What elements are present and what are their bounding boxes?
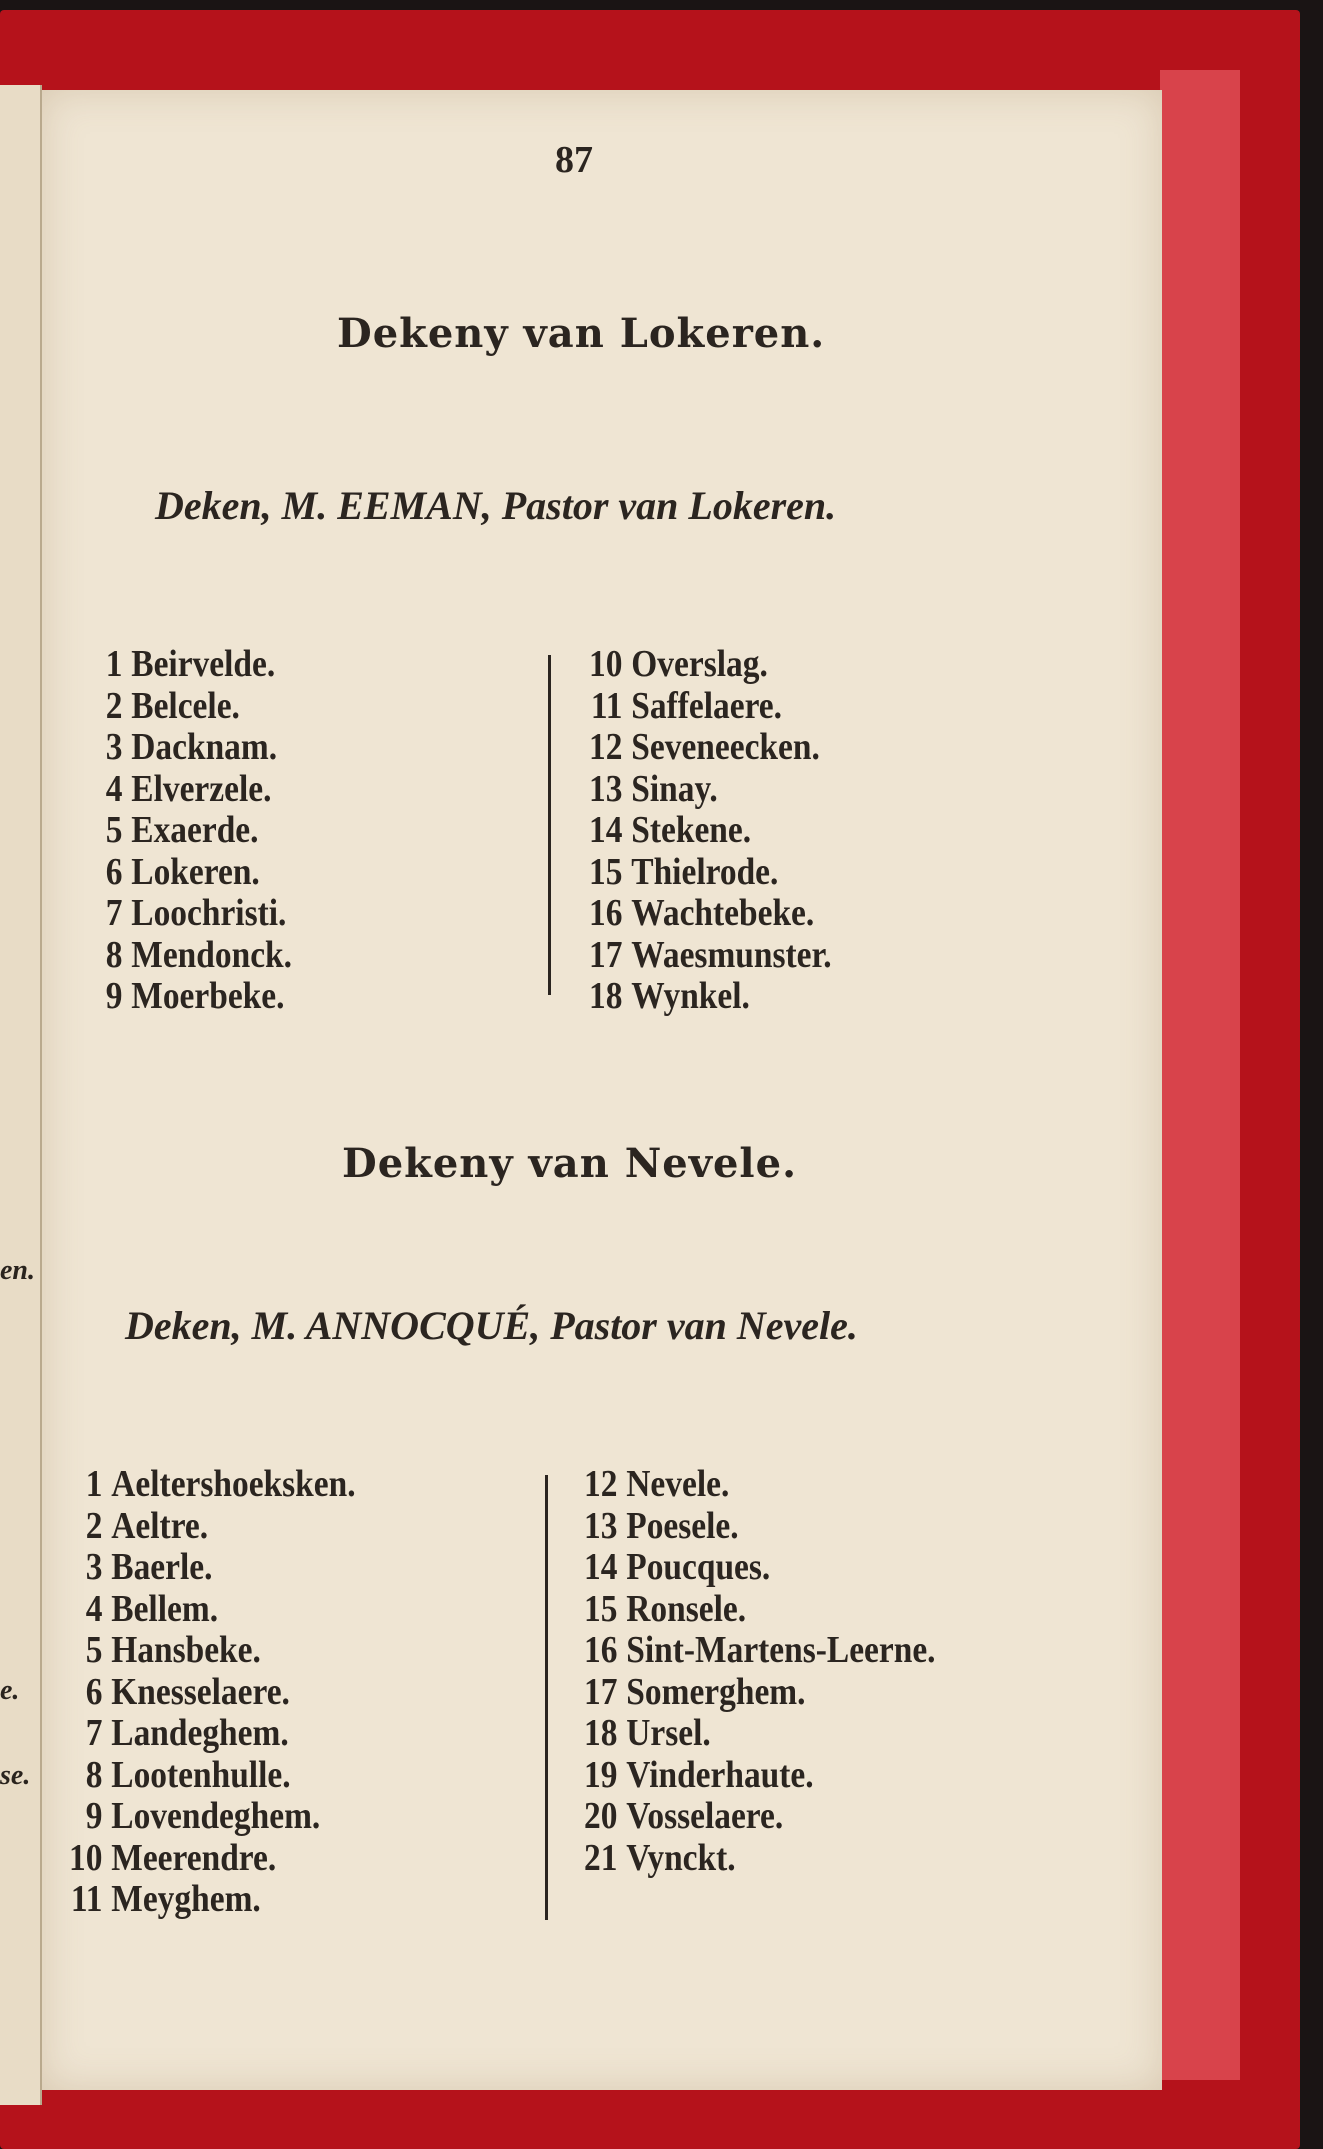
parish-number: 20	[584, 1795, 618, 1837]
parish-number: 13	[589, 767, 623, 810]
parish-list-item	[577, 1547, 936, 1589]
cover-edge	[1160, 70, 1240, 2080]
parish-number: 7	[85, 1712, 103, 1754]
parish-name: Waesmunster.	[631, 933, 832, 976]
parish-name: Aeltre.	[111, 1504, 209, 1547]
book-page	[42, 90, 1162, 2090]
parish-name: Dacknam.	[131, 726, 278, 768]
parish-name: Ronsele.	[626, 1587, 747, 1630]
parish-name: Landeghem.	[111, 1712, 289, 1754]
parish-list-item	[577, 1672, 936, 1714]
parish-number: 2	[85, 1504, 103, 1547]
parish-name: Vynckt.	[626, 1836, 736, 1879]
parish-name: Mendonck.	[131, 933, 293, 976]
parish-name: Exaerde.	[131, 809, 259, 851]
parish-number: 10	[69, 1836, 103, 1879]
previous-page-fragment: se.	[0, 1760, 31, 1791]
parish-name: Hansbeke.	[111, 1629, 261, 1671]
parish-name: Poucques.	[626, 1546, 771, 1588]
parish-number: 5	[105, 809, 123, 851]
previous-page-fragment: e.	[0, 1675, 20, 1706]
parish-list-item	[577, 1796, 936, 1838]
parish-name: Stekene.	[631, 809, 752, 851]
parish-name: Meyghem.	[111, 1878, 261, 1920]
parish-list-item	[62, 1506, 356, 1548]
parish-number: 19	[584, 1753, 618, 1796]
parish-number: 5	[85, 1629, 103, 1671]
parish-list-item	[62, 1589, 356, 1631]
parish-name: Meerendre.	[111, 1836, 277, 1879]
parish-list-item	[62, 1796, 356, 1838]
parish-number: 17	[589, 933, 623, 976]
parish-name: Sint-Martens-Leerne.	[626, 1629, 936, 1671]
parish-list-item	[62, 1464, 356, 1506]
parish-list-item	[82, 686, 292, 728]
parish-list-item	[62, 1630, 356, 1672]
parish-number: 15	[589, 850, 623, 893]
parish-list-item	[577, 1506, 936, 1548]
parish-list-item	[577, 1589, 936, 1631]
parish-list-item	[582, 727, 832, 769]
parish-number: 13	[584, 1504, 618, 1547]
section-heading-lokeren: Dekeny van Lokeren.	[337, 310, 826, 357]
parish-name: Sinay.	[631, 767, 718, 810]
parish-list-item	[62, 1547, 356, 1589]
parish-list-item	[582, 976, 832, 1018]
parish-number: 11	[70, 1878, 103, 1920]
list-lokeren-right	[582, 644, 866, 1018]
dean-line-nevele: Deken, M. ANNOCQUÉ, Pastor van Nevele.	[125, 1303, 858, 1348]
parish-list-item	[82, 644, 292, 686]
parish-list-item	[82, 769, 292, 811]
parish-number: 3	[85, 1546, 103, 1588]
list-lokeren-left	[82, 644, 321, 1018]
parish-name: Wachtebeke.	[631, 892, 815, 934]
previous-page-edge	[0, 85, 42, 2105]
parish-name: Seveneecken.	[631, 726, 820, 768]
parish-list-item	[62, 1672, 356, 1714]
column-divider	[548, 655, 551, 995]
parish-number: 7	[105, 892, 123, 934]
parish-name: Moerbeke.	[131, 975, 285, 1017]
parish-name: Somerghem.	[626, 1670, 806, 1713]
parish-list-item	[62, 1879, 356, 1921]
parish-number: 9	[105, 975, 123, 1017]
parish-number: 2	[105, 684, 123, 727]
parish-list-item	[577, 1464, 936, 1506]
parish-name: Poesele.	[626, 1504, 739, 1547]
parish-number: 9	[85, 1795, 103, 1837]
list-nevele-left	[62, 1464, 396, 1921]
previous-page-fragment: en.	[0, 1255, 35, 1286]
parish-number: 6	[105, 850, 123, 893]
parish-list-item	[82, 893, 292, 935]
parish-number: 3	[105, 726, 123, 768]
parish-name: Lovendeghem.	[111, 1795, 321, 1837]
parish-list-item	[577, 1630, 936, 1672]
parish-number: 16	[589, 892, 623, 934]
parish-number: 8	[105, 933, 123, 976]
parish-list-item	[577, 1755, 936, 1797]
parish-number: 14	[589, 809, 623, 851]
list-nevele-right	[577, 1464, 984, 1879]
parish-name: Nevele.	[626, 1463, 730, 1505]
parish-list-item	[62, 1713, 356, 1755]
parish-name: Beirvelde.	[131, 643, 276, 685]
parish-list-item	[82, 852, 292, 894]
column-divider	[545, 1475, 548, 1920]
parish-number: 4	[105, 767, 123, 810]
parish-name: Elverzele.	[131, 767, 272, 810]
parish-number: 11	[590, 684, 623, 727]
parish-number: 15	[584, 1587, 618, 1630]
parish-name: Lokeren.	[131, 850, 260, 893]
parish-name: Wynkel.	[631, 975, 750, 1017]
parish-name: Vosselaere.	[626, 1795, 784, 1837]
parish-number: 10	[589, 643, 623, 685]
parish-number: 18	[584, 1712, 618, 1754]
parish-number: 12	[589, 726, 623, 768]
parish-number: 12	[584, 1463, 618, 1505]
parish-list-item	[82, 810, 292, 852]
parish-list-item	[582, 810, 832, 852]
parish-number: 6	[85, 1670, 103, 1713]
parish-list-item	[582, 644, 832, 686]
page-number: 87	[555, 139, 593, 181]
parish-name: Baerle.	[111, 1546, 213, 1588]
parish-list-item	[582, 935, 832, 977]
parish-list-item	[582, 769, 832, 811]
parish-number: 4	[85, 1587, 103, 1630]
parish-list-item	[82, 727, 292, 769]
parish-number: 8	[85, 1753, 103, 1796]
parish-name: Belcele.	[131, 684, 240, 727]
parish-name: Ursel.	[626, 1712, 711, 1754]
parish-number: 18	[589, 975, 623, 1017]
parish-list-item	[62, 1755, 356, 1797]
parish-name: Vinderhaute.	[626, 1753, 814, 1796]
parish-name: Lootenhulle.	[111, 1753, 291, 1796]
parish-list-item	[82, 935, 292, 977]
parish-list-item	[82, 976, 292, 1018]
parish-name: Knesselaere.	[111, 1670, 290, 1713]
parish-number: 14	[584, 1546, 618, 1588]
parish-name: Aeltershoeksken.	[111, 1463, 356, 1505]
parish-list-item	[582, 893, 832, 935]
parish-list-item	[582, 686, 832, 728]
parish-number: 16	[584, 1629, 618, 1671]
parish-number: 21	[584, 1836, 618, 1879]
parish-number: 17	[584, 1670, 618, 1713]
parish-name: Loochristi.	[131, 892, 287, 934]
parish-name: Bellem.	[111, 1587, 219, 1630]
parish-list-item	[577, 1713, 936, 1755]
parish-name: Thielrode.	[631, 850, 779, 893]
parish-number: 1	[105, 643, 123, 685]
parish-name: Saffelaere.	[631, 684, 783, 727]
parish-list-item	[62, 1838, 356, 1880]
parish-list-item	[582, 852, 832, 894]
parish-number: 1	[85, 1463, 103, 1505]
dean-line-lokeren: Deken, M. EEMAN, Pastor van Lokeren.	[155, 483, 837, 528]
parish-name: Overslag.	[631, 643, 768, 685]
parish-list-item	[577, 1838, 936, 1880]
section-heading-nevele: Dekeny van Nevele.	[342, 1140, 797, 1187]
